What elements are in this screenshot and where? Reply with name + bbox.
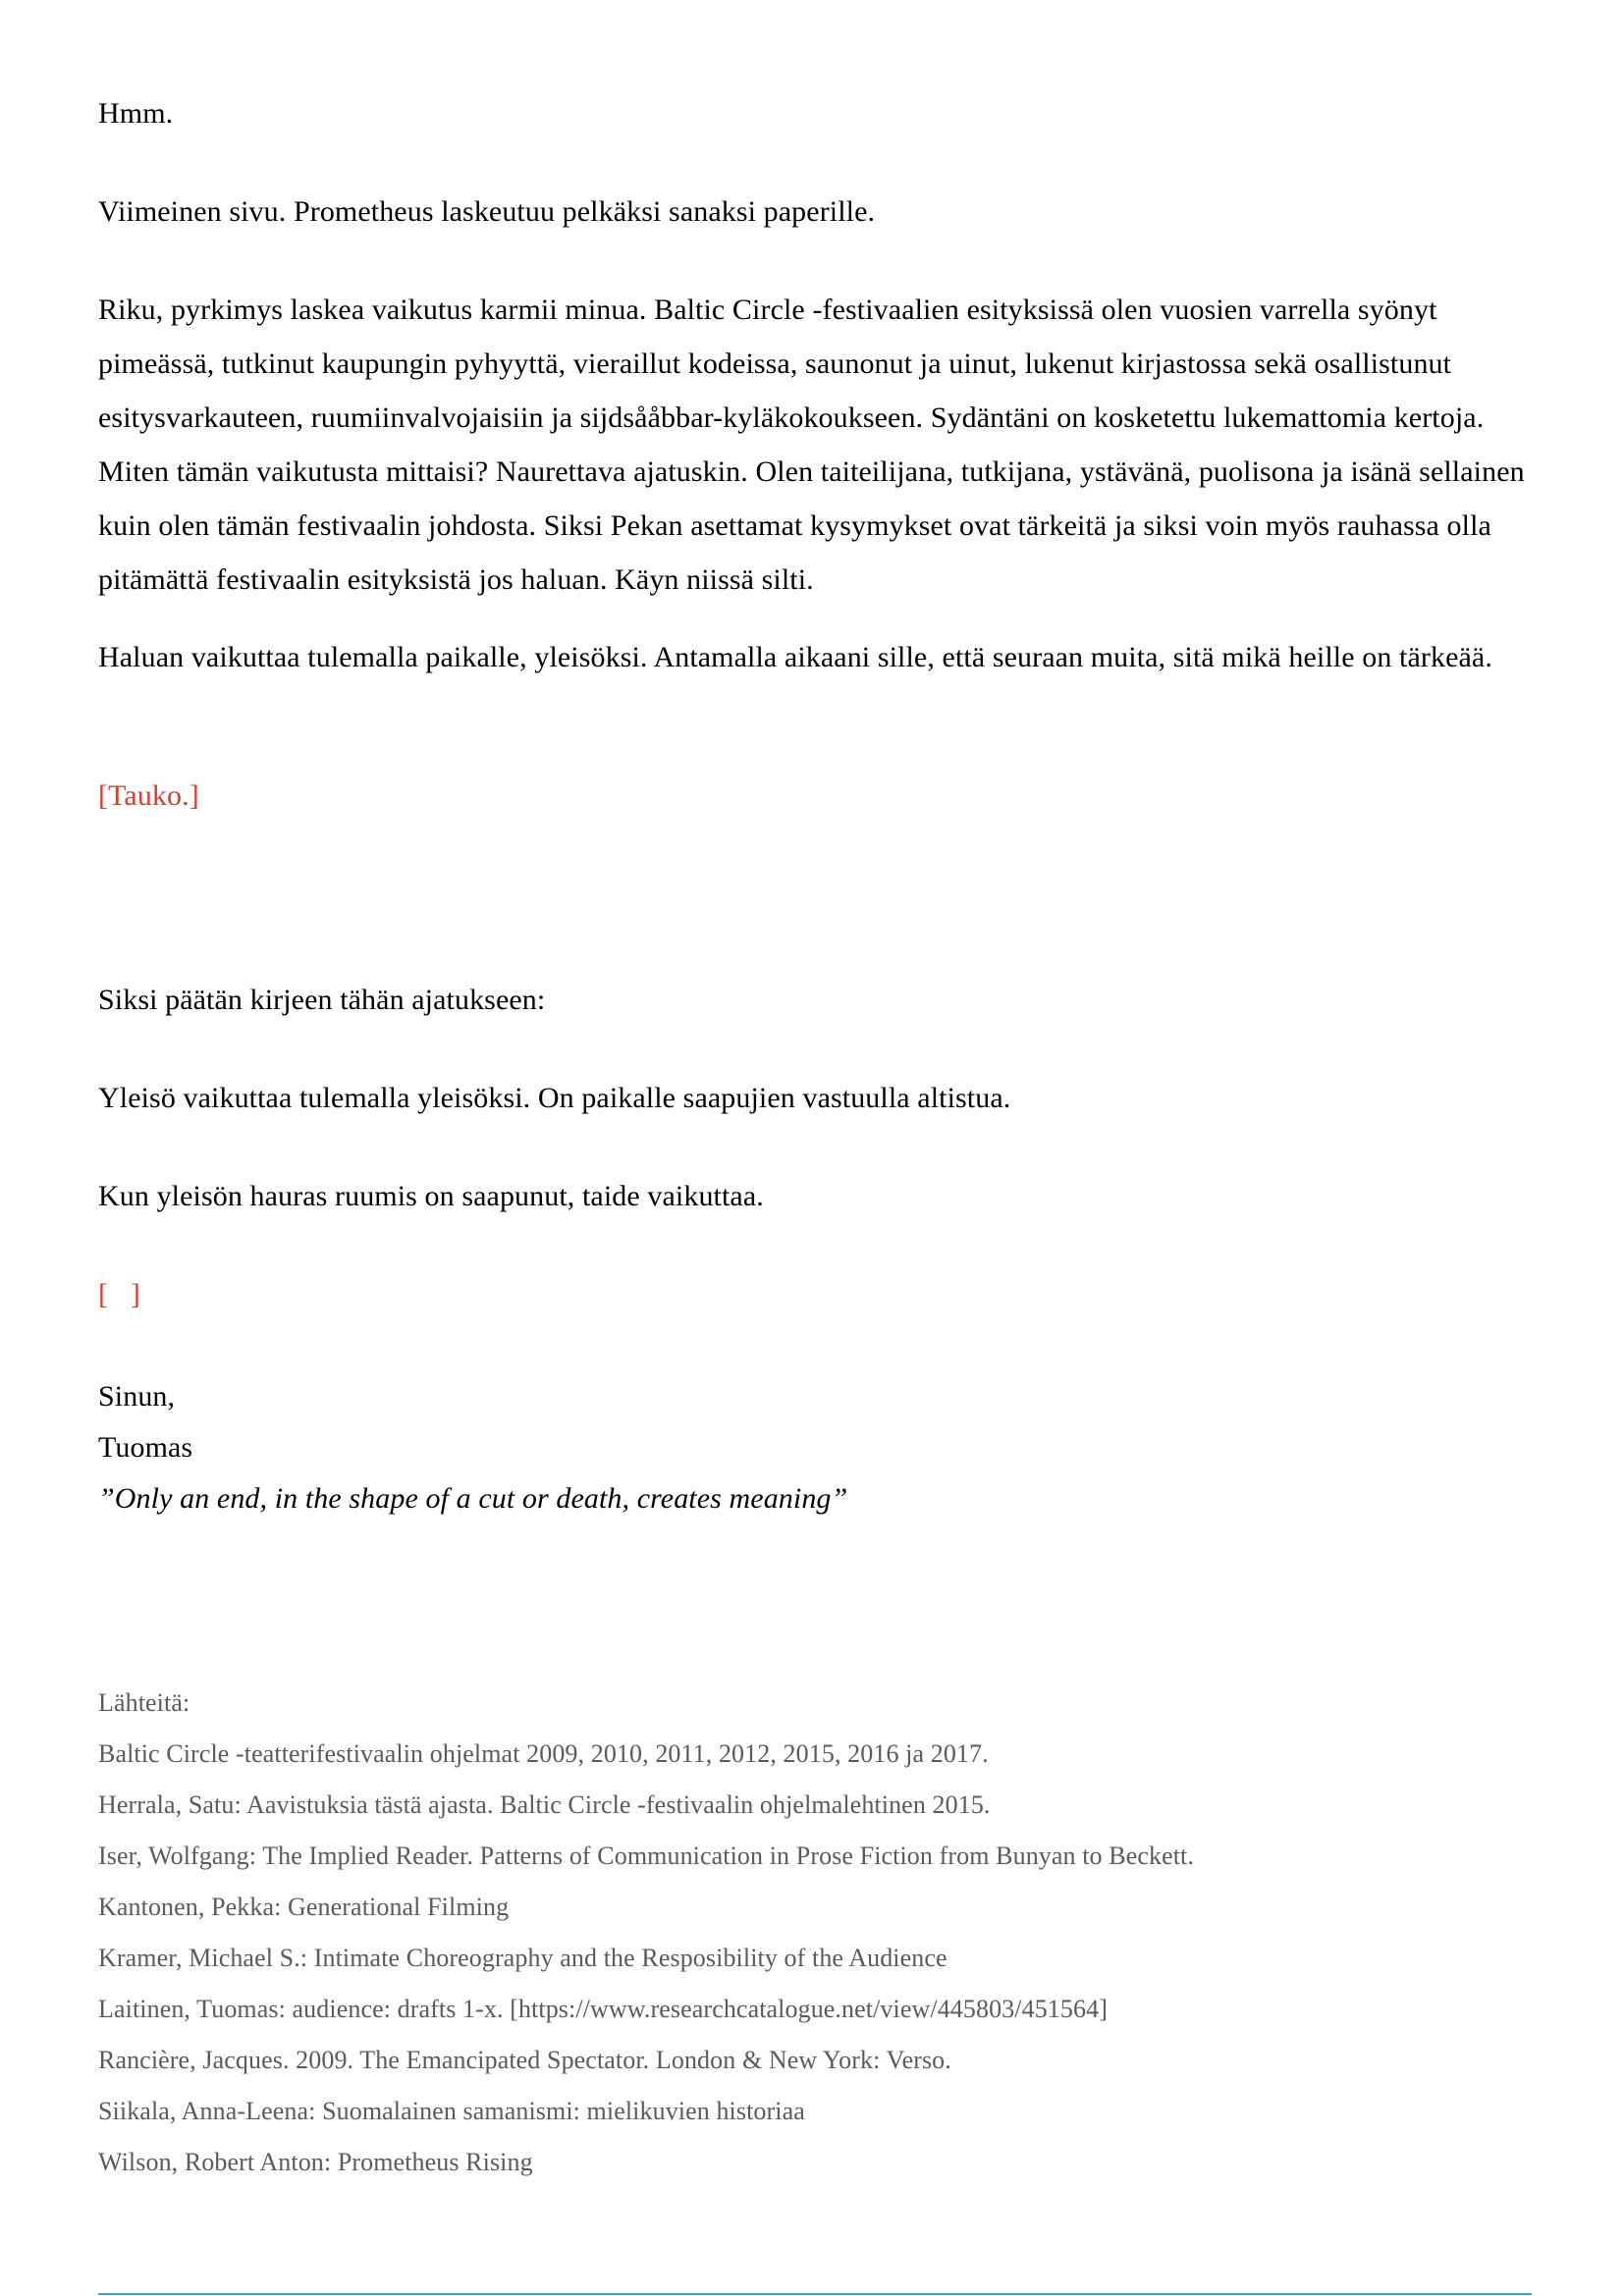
reference-item: Baltic Circle -teatterifestivaalin ohjelmat 2009, 2010, 2011, 2012, 2015, 2016 ja 2017. (98, 1739, 989, 1768)
closing-salutation: Sinun, (98, 1380, 176, 1413)
reference-item: Kramer, Michael S.: Intimate Choreography and the Resposibility of the Audience (98, 1944, 947, 1972)
letter-paragraph-haluan: Haluan vaikuttaa tulemalla paikalle, yleisöksi. Antamalla aikaani sille, että seuraan muita, sitä mikä heille on tärkeää. (98, 641, 1492, 673)
closing-block (98, 1371, 1526, 1524)
reference-item: Laitinen, Tuomas: audience: drafts 1-x. [https://www.researchcatalogue.net/view/445803/451564] (98, 1995, 1108, 2023)
letter-paragraph-hmm: Hmm. (98, 97, 174, 130)
reference-item: Wilson, Robert Anton: Prometheus Rising (98, 2148, 533, 2176)
empty-bracket-marker: [ ] (98, 1278, 140, 1310)
letter-paragraph-last-page: Viimeinen sivu. Prometheus laskeutuu pelkäksi sanaksi paperille. (98, 195, 876, 228)
references-section (98, 1678, 1526, 2188)
closing-signature: Tuomas (98, 1431, 193, 1464)
reference-item: Kantonen, Pekka: Generational Filming (98, 1893, 510, 1921)
reference-item: Iser, Wolfgang: The Implied Reader. Patterns of Communication in Prose Fiction from Bunyan to Beckett. (98, 1842, 1194, 1870)
pause-marker: [Tauko.] (98, 779, 199, 812)
bottom-page-rule (98, 2293, 1532, 2295)
reference-item: Herrala, Satu: Aavistuksia tästä ajasta. Baltic Circle -festivaalin ohjelmalehtinen 2015. (98, 1790, 991, 1819)
letter-paragraph-kun: Kun yleisön hauras ruumis on saapunut, taide vaikuttaa. (98, 1180, 764, 1212)
closing-quote: ”Only an end, in the shape of a cut or death, creates meaning” (98, 1482, 848, 1515)
letter-paragraph-siksi: Siksi päätän kirjeen tähän ajatukseen: (98, 984, 546, 1016)
letter-paragraph-yleiso: Yleisö vaikuttaa tulemalla yleisöksi. On paikalle saapujien vastuulla altistua. (98, 1082, 1011, 1114)
letter-paragraph-riku: Riku, pyrkimys laskea vaikutus karmii minua. Baltic Circle -festivaalien esityksissä olen vuosien varrella syönyt pimeässä, tutkinut kaupungin pyhyyttä, vieraillut kodeissa, saunonut ja uinut, lukenut kirjastossa sekä osallistunut esitysvarkauteen, ruumiinvalvojaisiin ja sijdsååbbar-kyläkokoukseen. Sydäntäni on kosketettu lukemattomia kertoja. Miten tämän vaikutusta mittaisi? Naurettava ajatuskin. Olen taiteilijana, tutkijana, ystävänä, puolisona ja isänä sellainen kuin olen tämän festivaalin johdosta. Siksi Pekan asettamat kysymykset ovat tärkeitä ja siksi voin myös rauhassa olla pitämättä festivaalin esityksistä jos haluan. Käyn niissä silti. (98, 294, 1525, 596)
reference-item: Rancière, Jacques. 2009. The Emancipated Spectator. London & New York: Verso. (98, 2046, 951, 2074)
reference-item: Siikala, Anna-Leena: Suomalainen samanismi: mielikuvien historiaa (98, 2097, 805, 2125)
references-heading: Lähteitä: (98, 1688, 190, 1717)
